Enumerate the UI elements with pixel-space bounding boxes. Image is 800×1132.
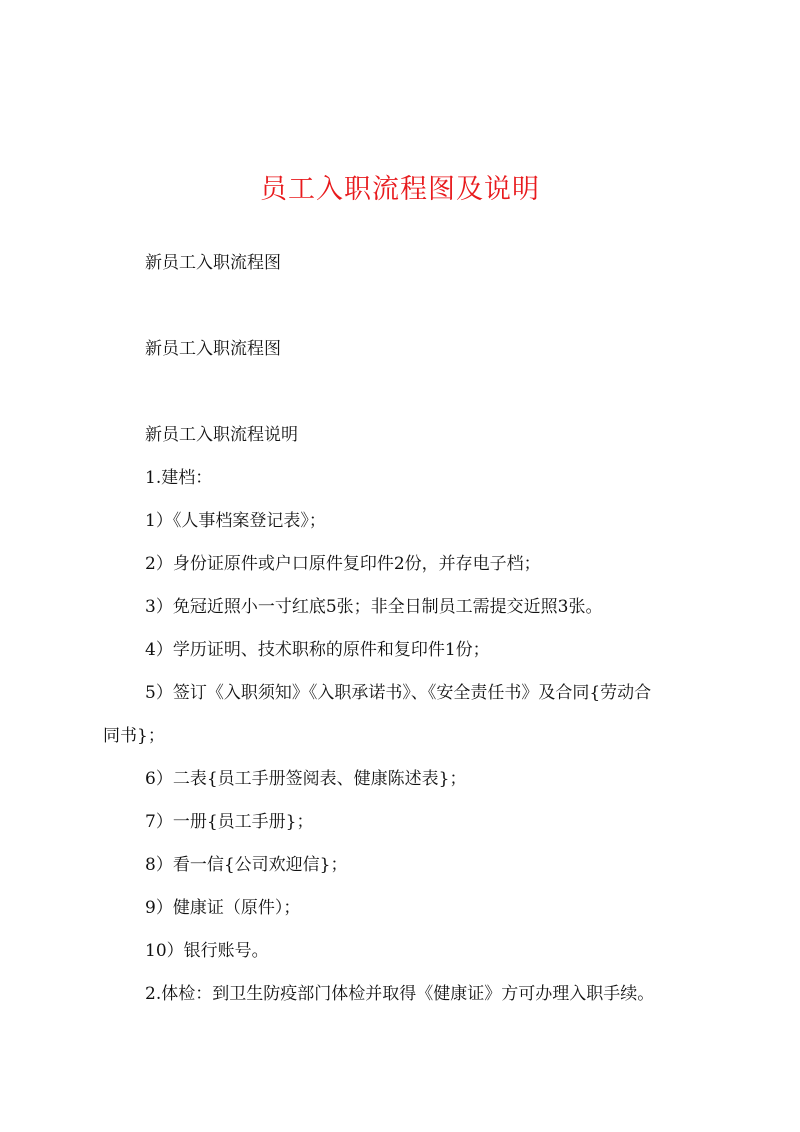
paragraph-item-9: 9）健康证（原件）； xyxy=(145,898,301,918)
paragraph-flowchart-heading-2: 新员工入职流程图 xyxy=(145,339,281,359)
paragraph-item-7: 7）一册{员工手册}； xyxy=(145,812,314,832)
document-body xyxy=(103,242,715,1016)
paragraph-item-6: 6）二表{员工手册签阅表、健康陈述表}； xyxy=(145,769,467,789)
paragraph-item-8: 8）看一信{公司欢迎信}； xyxy=(145,855,348,875)
paragraph-item-2: 2）身份证原件或户口原件复印件2份，并存电子档； xyxy=(145,554,541,574)
paragraph-step-1-heading: 1.建档： xyxy=(145,468,213,488)
paragraph-step-2: 2.体检：到卫生防疫部门体检并取得《健康证》方可办理入职手续。 xyxy=(145,984,655,1004)
paragraph-item-3: 3）免冠近照小一寸红底5张；非全日制员工需提交近照3张。 xyxy=(145,597,603,617)
paragraph-process-description-heading: 新员工入职流程说明 xyxy=(145,425,298,445)
paragraph-item-10: 10）银行账号。 xyxy=(145,941,269,961)
paragraph-flowchart-heading-1: 新员工入职流程图 xyxy=(145,253,281,273)
paragraph-item-4: 4）学历证明、技术职称的原件和复印件1份； xyxy=(145,640,490,660)
paragraph-item-5: 5）签订《入职须知》《入职承诺书》、《安全责任书》及合同{劳动合 xyxy=(145,683,652,703)
document-title: 员工入职流程图及说明 xyxy=(260,174,540,205)
paragraph-item-5-continued: 同书}； xyxy=(103,726,165,746)
paragraph-item-1: 1）《人事档案登记表》； xyxy=(145,511,326,531)
